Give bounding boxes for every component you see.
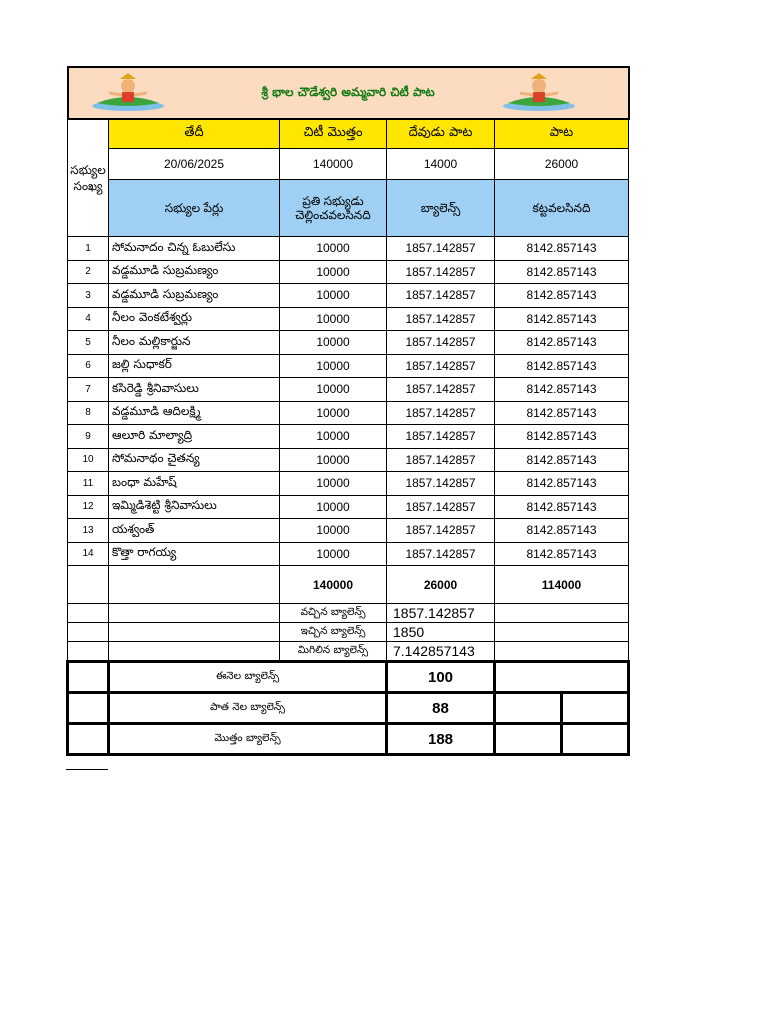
member-name: వడ్డమూడి ఆదిలక్ష్మి	[109, 401, 280, 425]
old-month-balance-label: పాత నెల బ్యాలెన్స్	[109, 693, 387, 724]
blank-cell	[109, 642, 280, 662]
member-to-pay: 8142.857143	[495, 354, 629, 378]
table-row	[68, 401, 629, 425]
member-amount: 10000	[280, 519, 387, 543]
member-balance: 1857.142857	[387, 519, 495, 543]
devudu-pata-value: 14000	[387, 149, 495, 180]
member-name: కొత్తా రాగయ్య	[109, 542, 280, 566]
member-amount: 10000	[280, 284, 387, 308]
member-name: కసిరెడ్డి శ్రీనివాసులు	[109, 378, 280, 402]
table-row	[68, 237, 629, 261]
member-number: 4	[68, 307, 109, 331]
table-row	[68, 519, 629, 543]
header-per-member: ప్రతి సభ్యుడు చెల్లించవలసినది	[280, 180, 387, 237]
member-name: యశ్వంత్	[109, 519, 280, 543]
table-row	[68, 542, 629, 566]
blank-cell	[68, 662, 109, 693]
member-amount: 10000	[280, 448, 387, 472]
header-date: తేదీ	[109, 119, 280, 149]
blank-cell	[562, 693, 629, 724]
blank-cell	[109, 604, 280, 623]
remaining-balance-value: 7.142857143	[387, 642, 495, 662]
chit-table	[66, 66, 630, 756]
received-balance-label: వచ్చిన బ్యాలెన్స్	[280, 604, 387, 623]
member-to-pay: 8142.857143	[495, 519, 629, 543]
member-name: జల్లి సుధాకర్	[109, 354, 280, 378]
member-name: నీలం మల్లికార్జున	[109, 331, 280, 355]
member-balance: 1857.142857	[387, 237, 495, 261]
member-name: వడ్డమూడి సుబ్రమణ్యం	[109, 284, 280, 308]
divider	[66, 769, 108, 770]
blank-cell	[495, 693, 562, 724]
page-title: శ్రీ భాల చౌడేశ్వరి అమ్మవారి చిటీ పాట	[261, 84, 435, 99]
totals-blank	[68, 566, 109, 604]
member-amount: 10000	[280, 307, 387, 331]
member-to-pay: 8142.857143	[495, 331, 629, 355]
member-balance: 1857.142857	[387, 425, 495, 449]
member-number: 1	[68, 237, 109, 261]
totals-blank	[109, 566, 280, 604]
member-to-pay: 8142.857143	[495, 284, 629, 308]
chit-sheet	[66, 66, 628, 756]
table-row	[68, 472, 629, 496]
member-balance: 1857.142857	[387, 472, 495, 496]
members-count-label: సభ్యుల సంఖ్య	[68, 119, 109, 237]
member-amount: 10000	[280, 237, 387, 261]
member-balance: 1857.142857	[387, 401, 495, 425]
member-amount: 10000	[280, 378, 387, 402]
this-month-balance-value: 100	[387, 662, 495, 693]
member-number: 12	[68, 495, 109, 519]
total-balance-label: మొత్తం బ్యాలెన్స్	[109, 724, 387, 755]
this-month-balance-label: ఈనెల బ్యాలెన్స్	[109, 662, 387, 693]
remaining-balance-label: మిగిలిన బ్యాలెన్స్	[280, 642, 387, 662]
header-devudu-pata: దేవుడు పాట	[387, 119, 495, 149]
chit-total-value: 140000	[280, 149, 387, 180]
table-row	[68, 378, 629, 402]
header-balance: బ్యాలెన్స్	[387, 180, 495, 237]
table-row	[68, 495, 629, 519]
member-to-pay: 8142.857143	[495, 472, 629, 496]
member-to-pay: 8142.857143	[495, 425, 629, 449]
member-balance: 1857.142857	[387, 284, 495, 308]
member-number: 8	[68, 401, 109, 425]
member-amount: 10000	[280, 354, 387, 378]
member-name: వడ్డమూడి సుబ్రమణ్యం	[109, 260, 280, 284]
table-row	[68, 448, 629, 472]
member-number: 7	[68, 378, 109, 402]
member-rows	[68, 237, 629, 566]
member-number: 13	[68, 519, 109, 543]
member-name: ఆలూరి మాల్యాద్రి	[109, 425, 280, 449]
member-balance: 1857.142857	[387, 331, 495, 355]
member-to-pay: 8142.857143	[495, 495, 629, 519]
header-pata: పాట	[495, 119, 629, 149]
member-name: సోమనాదం చిన్న ఓబులేసు	[109, 237, 280, 261]
received-balance-value: 1857.142857	[387, 604, 495, 623]
member-amount: 10000	[280, 542, 387, 566]
member-to-pay: 8142.857143	[495, 260, 629, 284]
member-number: 3	[68, 284, 109, 308]
blank-cell	[68, 724, 109, 755]
goddess-image-right	[500, 73, 578, 113]
member-balance: 1857.142857	[387, 354, 495, 378]
grand-total-balance-value: 188	[387, 724, 495, 755]
member-balance: 1857.142857	[387, 542, 495, 566]
header-chit-total: చిటీ మొత్తం	[280, 119, 387, 149]
blank-cell	[495, 604, 629, 623]
member-to-pay: 8142.857143	[495, 307, 629, 331]
member-balance: 1857.142857	[387, 495, 495, 519]
member-number: 9	[68, 425, 109, 449]
table-row	[68, 331, 629, 355]
member-number: 14	[68, 542, 109, 566]
given-balance-value: 1850	[387, 623, 495, 642]
header-to-pay: కట్టవలసినది	[495, 180, 629, 237]
member-balance: 1857.142857	[387, 448, 495, 472]
blank-cell	[495, 662, 629, 693]
member-to-pay: 8142.857143	[495, 448, 629, 472]
blank-cell	[495, 623, 629, 642]
member-to-pay: 8142.857143	[495, 378, 629, 402]
blank-cell	[562, 724, 629, 755]
member-number: 10	[68, 448, 109, 472]
table-row	[68, 425, 629, 449]
table-row	[68, 307, 629, 331]
member-number: 11	[68, 472, 109, 496]
blank-cell	[109, 623, 280, 642]
goddess-image-left	[89, 73, 167, 113]
date-value: 20/06/2025	[109, 149, 280, 180]
table-row	[68, 284, 629, 308]
blank-cell	[495, 642, 629, 662]
old-month-balance-value: 88	[387, 693, 495, 724]
table-row	[68, 354, 629, 378]
title-banner	[68, 67, 629, 119]
member-name: ఇమ్మిడిశెట్టి శ్రీనివాసులు	[109, 495, 280, 519]
member-balance: 1857.142857	[387, 307, 495, 331]
total-to-pay: 114000	[495, 566, 629, 604]
blank-cell	[68, 604, 109, 623]
member-to-pay: 8142.857143	[495, 542, 629, 566]
member-amount: 10000	[280, 495, 387, 519]
blank-cell	[495, 724, 562, 755]
total-balance: 26000	[387, 566, 495, 604]
header-names: సభ్యుల పేర్లు	[109, 180, 280, 237]
pata-value: 26000	[495, 149, 629, 180]
total-amount: 140000	[280, 566, 387, 604]
member-number: 5	[68, 331, 109, 355]
member-to-pay: 8142.857143	[495, 237, 629, 261]
member-name: నీలం వెంకటేశ్వర్లు	[109, 307, 280, 331]
blank-cell	[68, 693, 109, 724]
member-amount: 10000	[280, 425, 387, 449]
given-balance-label: ఇచ్చిన బ్యాలెన్స్	[280, 623, 387, 642]
member-name: సోమనాథం చైతన్య	[109, 448, 280, 472]
member-balance: 1857.142857	[387, 378, 495, 402]
member-name: బంధా మహేష్	[109, 472, 280, 496]
member-amount: 10000	[280, 331, 387, 355]
member-to-pay: 8142.857143	[495, 401, 629, 425]
member-amount: 10000	[280, 472, 387, 496]
member-number: 2	[68, 260, 109, 284]
blank-cell	[68, 642, 109, 662]
member-amount: 10000	[280, 260, 387, 284]
member-balance: 1857.142857	[387, 260, 495, 284]
member-number: 6	[68, 354, 109, 378]
blank-cell	[68, 623, 109, 642]
member-amount: 10000	[280, 401, 387, 425]
table-row	[68, 260, 629, 284]
